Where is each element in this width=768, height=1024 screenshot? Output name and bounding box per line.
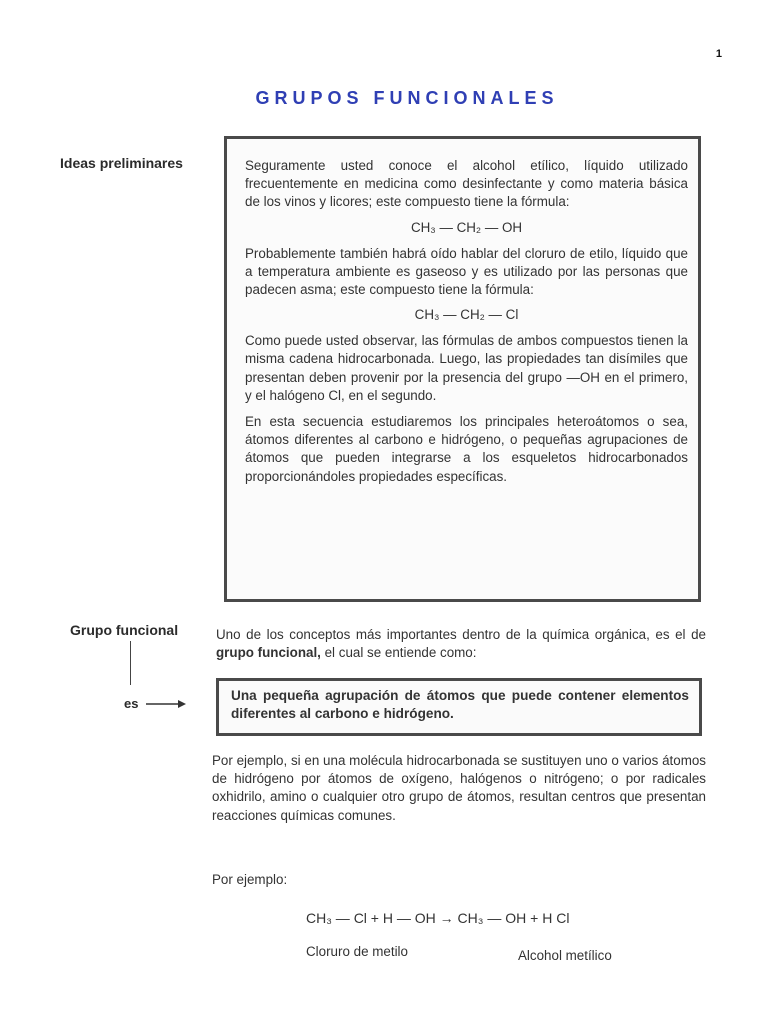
product-name: Alcohol metílico bbox=[518, 948, 612, 963]
es-label: es bbox=[124, 696, 139, 711]
connector-line bbox=[130, 641, 131, 685]
reactant-name: Cloruro de metilo bbox=[306, 944, 408, 959]
ideas-box bbox=[224, 136, 701, 602]
arrow-right-icon bbox=[146, 699, 186, 709]
definition-text: Una pequeña agrupación de átomos que puede contener elementos diferentes al carbono e hidrógeno. bbox=[231, 688, 689, 722]
ideas-paragraph-4: En esta secuencia estudiaremos los principales heteroátomos o sea, átomos diferentes al carbono e hidrógeno, o pequeñas agrupaciones de átomos que pueden integrarse a los esqueletos hidrocarbonados proporcionándoles propiedades específicas. bbox=[245, 414, 688, 484]
formula-ethyl-chloride: CH₃ — CH₂ — Cl bbox=[414, 307, 519, 323]
intro-text-end: el cual se entiende como: bbox=[320, 645, 477, 661]
example-paragraph: Por ejemplo, si en una molécula hidrocarbonada se sustituyen uno o varios átomos de hidrógeno por átomos de oxígeno, halógenos o nitrógeno; o por radicales oxhidrilo, amino o cualquier otro grupo de átomos, resultan centros que presentan reacciones químicas comunes. bbox=[212, 753, 706, 823]
page-title: GRUPOS FUNCIONALES bbox=[255, 88, 559, 108]
ideas-paragraph-3: Como puede usted observar, las fórmulas de ambos compuestos tienen la misma cadena hidrocarbonada. Luego, las propiedades tan disímiles que presentan deben provenir por la presencia del grupo —OH en el primero, y el halógeno Cl, en el segundo. bbox=[245, 333, 688, 403]
intro-paragraph bbox=[216, 626, 706, 662]
ideas-paragraph-1: Seguramente usted conoce el alcohol etílico, líquido utilizado frecuentemente en medicina como desinfectante y como materia básica de los vinos y licores; este compuesto tiene la fórmula: bbox=[245, 158, 688, 210]
ideas-paragraph-2: Probablemente también habrá oído hablar del cloruro de etilo, líquido que a temperatura ambiente es gaseoso y es utilizado por las personas que padecen asma; este compuesto tiene la fórmula: bbox=[245, 245, 688, 298]
ideas-preliminares-label: Ideas preliminares bbox=[60, 155, 183, 171]
grupo-funcional-label: Grupo funcional bbox=[70, 622, 179, 638]
por-ejemplo-label: Por ejemplo: bbox=[212, 872, 288, 887]
page-number: 1 bbox=[715, 48, 722, 60]
formula-ethanol: CH₃ — CH₂ — OH bbox=[410, 219, 523, 235]
reaction-equation: CH₃ — Cl + H — OH → CH₃ — OH + H Cl bbox=[306, 910, 570, 926]
definition-box bbox=[216, 678, 702, 736]
intro-text-start: Uno de los conceptos más importantes dentro de la química orgánica, es el de bbox=[216, 627, 706, 642]
intro-bold-term: grupo funcional, bbox=[216, 645, 321, 661]
